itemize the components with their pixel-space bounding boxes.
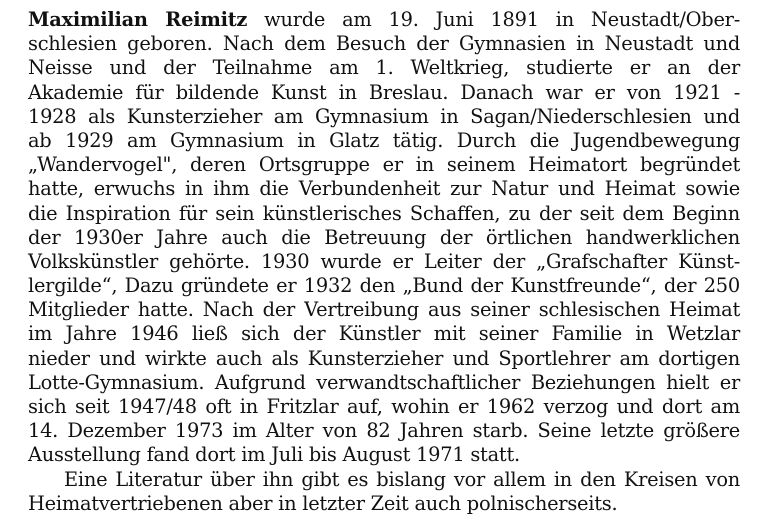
text-line: die Inspiration für sein künstlerisches Schaffen, zu der seit dem Beginn <box>28 201 740 225</box>
text-line: Heimatvertriebenen aber in letzter Zeit auch polnischerseits. <box>28 491 618 515</box>
text-line: lergilde“, Dazu gründete er 1932 den „Bund der Kunstfreunde“, der 250 <box>28 274 740 298</box>
text-line: Akademie für bildende Kunst in Breslau. Danach war er von 1921 - <box>28 80 740 104</box>
text-line: Neisse und der Teilnahme am 1. Weltkrieg, studierte er an der <box>28 56 740 80</box>
paragraph-biography <box>28 8 740 468</box>
text-line: 14. Dezember 1973 im Alter von 82 Jahren starb. Seine letzte größere <box>28 419 740 443</box>
text-line: Eine Literatur über ihn gibt es bislang vor allem in den Kreisen von <box>64 467 740 491</box>
text-line: nieder und wirkte auch als Kunsterzieher und Sportlehrer am dortigen <box>28 346 740 370</box>
text-line: Mitglieder hatte. Nach der Vertreibung aus seiner schlesischen Heimat <box>28 298 740 322</box>
text-line: „Wandervogel", deren Ortsgruppe er in seinem Heimatort begründet <box>28 153 740 177</box>
text-line: im Jahre 1946 ließ sich der Künstler mit seiner Familie in Wetzlar <box>28 322 740 346</box>
paragraph-literature <box>28 468 740 516</box>
text-line: sich seit 1947/48 oft in Fritzlar auf, wohin er 1962 verzog und dort am <box>28 395 740 418</box>
text-line: 1928 als Kunsterzieher am Gymnasium in Sagan/Niederschlesien und <box>28 104 740 128</box>
person-name: Maximilian Reimitz <box>28 8 248 31</box>
text-line: Ausstellung fand dort im Juli bis August 1971 statt. <box>28 443 520 467</box>
text-line: Volkskünstler gehörte. 1930 wurde er Leiter der „Grafschafter Künst- <box>28 249 740 273</box>
text-line: schlesien geboren. Nach dem Besuch der Gymnasien in Neustadt und <box>28 32 740 56</box>
text-line: der 1930er Jahre auch die Betreuung der örtlichen handwerklichen <box>28 225 740 249</box>
text-line: Lotte-Gymnasium. Aufgrund verwandtschaftlicher Beziehungen hielt er <box>28 370 740 394</box>
text-line: Maximilian Reimitz wurde am 19. Juni 1891 in Neustadt/Ober- <box>28 8 740 31</box>
text-line: hatte, erwuchs in ihm die Verbundenheit zur Natur und Heimat sowie <box>28 177 740 201</box>
text-line: ab 1929 am Gymnasium in Glatz tätig. Durch die Jugendbewegung <box>28 128 740 152</box>
